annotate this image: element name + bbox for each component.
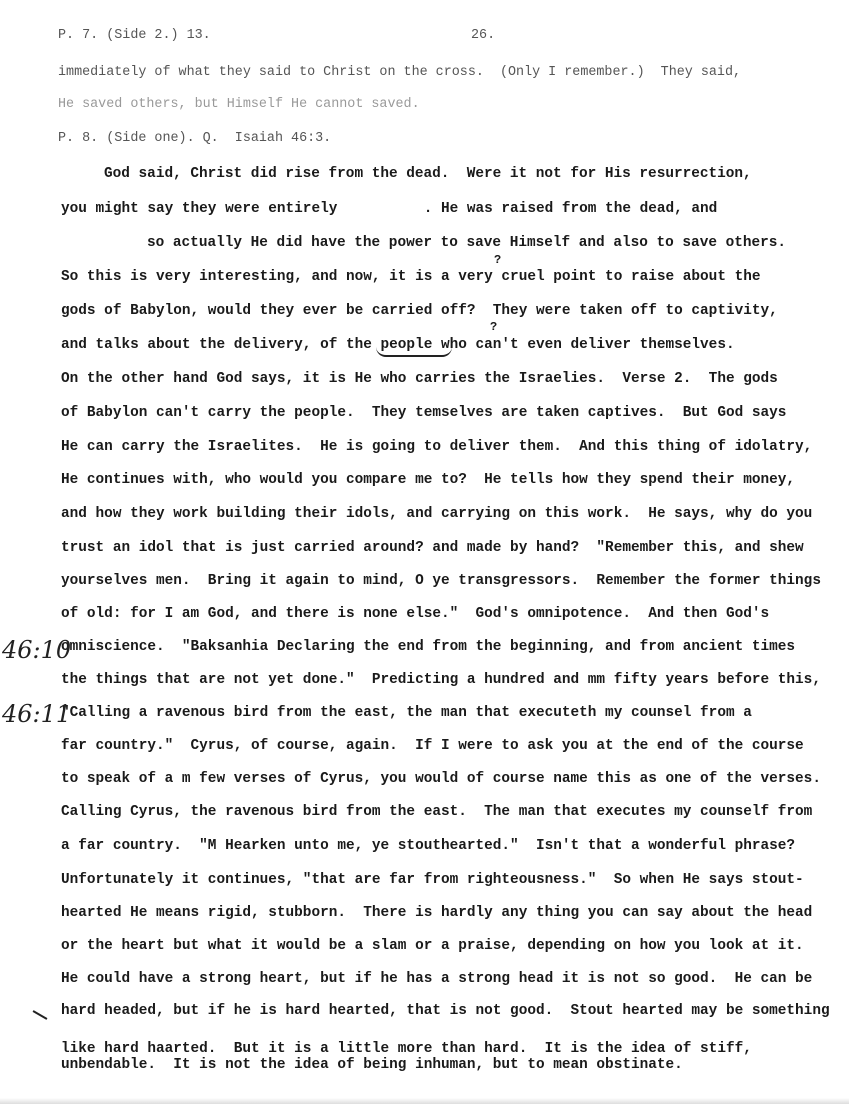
body-line: Unfortunately it continues, "that are far from righteousness." So when He says stout- [61,872,804,888]
body-line: and how they work building their idols, and carrying on this work. He says, why do you [61,506,813,522]
insert-mark: ? [490,320,498,334]
body-line: so actually He did have the power to save Himself and also to save others. [147,235,787,251]
body-line: or the heart but what it would be a slam or a praise, depending on how you look at it. [61,938,804,954]
body-line: He can carry the Israelites. He is going to deliver them. And this thing of idolatry, [61,439,813,455]
body-line: yourselves men. Bring it again to mind, O ye transgressors. Remember the former things [61,573,821,589]
body-line: hard headed, but if he is hard hearted, that is not good. Stout hearted may be something [61,1003,830,1019]
page-reference: P. 7. (Side 2.) 13. [58,28,211,43]
insert-mark: ? [494,253,502,267]
body-line: He could have a strong heart, but if he has a strong head it is not so good. He can be [61,971,813,987]
page-number: 26. [471,28,496,43]
body-line: like hard haarted. But it is a little more than hard. It is the idea of stiff, [61,1041,752,1057]
body-line: So this is very interesting, and now, it is a very cruel point to raise about the [61,269,761,285]
section-heading: P. 8. (Side one). Q. Isaiah 46:3. [58,131,332,146]
body-line: He continues with, who would you compare me to? He tells how they spend their money, [61,472,796,488]
body-line: "Calling a ravenous bird from the east, the man that executeth my counsel from a [61,705,752,721]
body-line: of Babylon can't carry the people. They temselves are taken captives. But God says [61,405,787,421]
intro-line: He saved others, but Himself He cannot saved. [58,97,420,112]
margin-note: 46:10 [2,636,72,664]
margin-tick [33,1010,48,1020]
body-line: gods of Babylon, would they ever be carried off? They were taken off to captivity, [61,303,778,319]
body-line: the things that are not yet done." Predicting a hundred and mm fifty years before this, [61,672,821,688]
intro-line: immediately of what they said to Christ on the cross. (Only I remember.) They said, [58,65,742,80]
scan-edge [0,1098,849,1104]
body-line: of old: for I am God, and there is none else." God's omnipotence. And then God's [61,606,770,622]
body-line: trust an idol that is just carried around? and made by hand? "Remember this, and shew [61,540,804,556]
body-line: to speak of a m few verses of Cyrus, you would of course name this as one of the verses. [61,771,821,787]
body-line: God said, Christ did rise from the dead. Were it not for His resurrection, [104,166,752,182]
body-line: hearted He means rigid, stubborn. There is hardly any thing you can say about the head [61,905,813,921]
margin-note: 46:11 [2,700,72,728]
body-line: you might say they were entirely . He was raised from the dead, and [61,201,718,217]
body-line: and talks about the delivery, of the people who can't even deliver themselves. [61,337,735,353]
body-line: omniscience. "Baksanhia Declaring the end from the beginning, and from ancient times [61,639,796,655]
body-line: On the other hand God says, it is He who carries the Israelies. Verse 2. The gods [61,371,778,387]
body-line: unbendable. It is not the idea of being inhuman, but to mean obstinate. [61,1057,683,1073]
handwritten-underline [376,347,452,357]
body-line: a far country. "M Hearken unto me, ye stouthearted." Isn't that a wonderful phrase? [61,838,796,854]
body-line: Calling Cyrus, the ravenous bird from the east. The man that executes my counself from [61,804,813,820]
body-line: far country." Cyrus, of course, again. If I were to ask you at the end of the course [61,738,804,754]
